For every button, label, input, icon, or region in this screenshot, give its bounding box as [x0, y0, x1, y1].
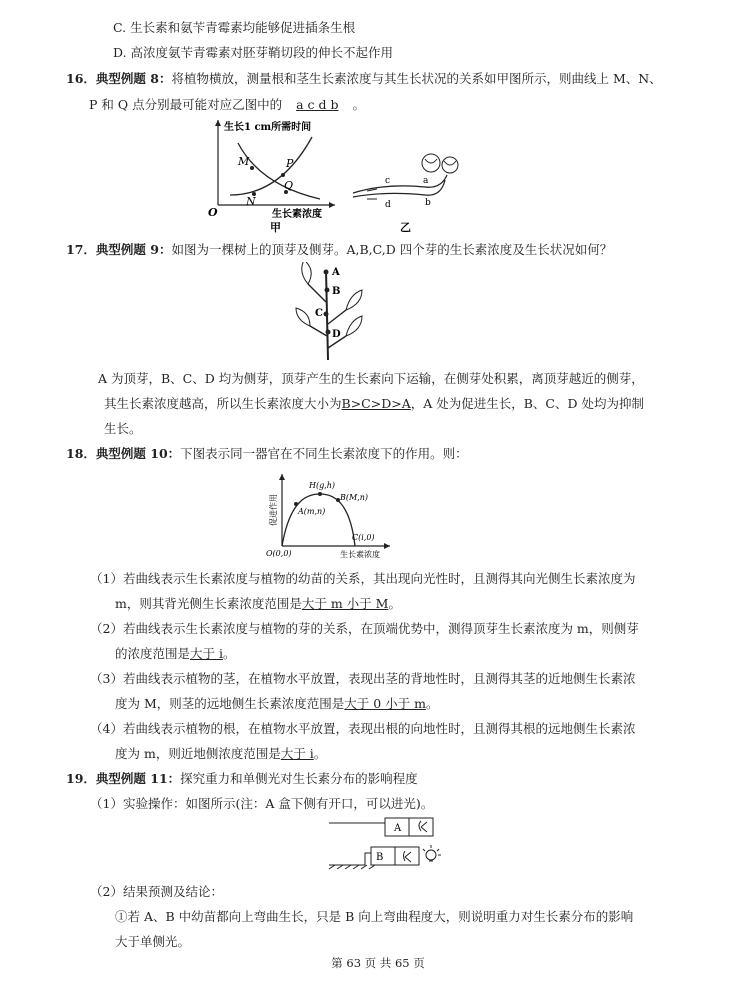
jia-label-p: P [286, 157, 294, 170]
q19-r1a: ①若 A、B 中幼苗都向上弯曲生长，只是 B 向上弯曲程度大，则说明重力对生长素分布的影响 [115, 909, 634, 924]
tree-leaf-3 [296, 308, 310, 326]
yi-stem-lower [353, 180, 445, 197]
q16-answer: a c d b [296, 97, 339, 112]
q19-text: 探究重力和单侧光对生长素分布的影响程度 [180, 771, 418, 786]
yi-label-b: b [425, 198, 431, 208]
q17-ans2 [104, 395, 644, 413]
q19-number: 19． [66, 771, 96, 786]
tree-leaf-1 [302, 262, 311, 284]
q17-figure-tree [288, 262, 368, 362]
bud-a [324, 270, 329, 275]
q18-p3c: 。 [426, 696, 439, 711]
bud-c [324, 312, 329, 317]
q16-text1: 将植物横放，测量根和茎生长素浓度与其生长状况的关系如甲图所示，则曲线上 M、N、 [171, 71, 662, 86]
q17-ans1: A 为顶芽，B、C、D 均为侧芽，顶芽产生的生长素向下运输，在侧芽处积累，离顶芽越近的侧芽， [98, 371, 644, 386]
q18-p1-answer: 大于 m 小于 M [301, 596, 389, 611]
box-a-label: A [394, 823, 402, 834]
q18-p2b [115, 645, 236, 663]
q18-label-c: C(i,0) [352, 533, 375, 542]
jia-ylabel: 生长1 cm所需时间 [224, 122, 312, 133]
yi-label-c: c [385, 176, 391, 186]
q18-p4-answer: 大于 i [280, 746, 314, 761]
option-c: C. 生长素和氨苄青霉素均能够促进插条生根 [113, 20, 356, 35]
jia-label-q: Q [284, 179, 294, 192]
q18-p1c: 。 [388, 596, 401, 611]
bud-label-a: A [332, 267, 340, 278]
q18-point-h [318, 492, 322, 496]
q18-label: 典型例题 10： [95, 446, 181, 461]
q18-p4b-text: 度为 m，则近地侧浓度范围是 [115, 746, 281, 761]
yi-label-d: d [385, 200, 391, 210]
q18-point-a [294, 502, 298, 506]
q16-figure-jia [200, 115, 340, 235]
q18-label-a: A(m,n) [298, 507, 326, 516]
yi-caption: 乙 [400, 221, 411, 234]
q17-text: 如图为一棵树上的顶芽及侧芽。A,B,C,D 四个芽的生长素浓度及生长状况如何？ [171, 242, 613, 257]
jia-label-m: M [238, 155, 250, 168]
q18-p4c: 。 [313, 746, 327, 761]
q18-text: 下图表示同一器官在不同生长素浓度下的作用。则： [180, 446, 468, 461]
jia-point-p [281, 173, 285, 177]
jia-caption: 甲 [270, 221, 281, 234]
q18-p4b [115, 745, 326, 763]
q18-y-arrow [279, 474, 285, 480]
option-d: D. 高浓度氨苄青霉素对胚芽鞘切段的伸长不起作用 [113, 45, 394, 60]
q18-p2a: （2）若曲线表示生长素浓度与植物的芽的关系，在顶端优势中，测得顶芽生长素浓度为 m，则侧芽 [90, 621, 639, 636]
q18-label-b: B(M,n) [340, 493, 369, 502]
q18-p3b [115, 695, 439, 713]
q18-p3-answer: 大于 0 小于 m [344, 696, 427, 711]
bud-d [326, 330, 331, 335]
q18-p2b-text: 的浓度范围是 [115, 646, 191, 661]
box-b-label: B [376, 852, 384, 863]
jia-point-m [250, 166, 254, 170]
page-footer: 第 63 页 共 65 页 [331, 956, 425, 970]
jia-x-arrow [329, 202, 335, 208]
q18-p3b-text: 度为 M，则茎的远地侧生长素浓度范围是 [115, 696, 345, 711]
base-hatch [329, 865, 375, 869]
q18-ylabel: 促进作用 [269, 494, 278, 526]
q18-xlabel: 生长素浓度 [340, 550, 380, 559]
q18-label-o: O(0,0) [266, 549, 292, 558]
q16-figure-yi [345, 145, 470, 235]
q19-label: 典型例题 11： [95, 771, 181, 786]
q18-p1b [115, 595, 401, 613]
q17-ans2-answer: B>C>D>A [341, 396, 411, 411]
q18-line1 [66, 445, 468, 463]
light-bulb-icon [426, 850, 436, 860]
q16-number: 16． [66, 71, 96, 86]
q17-label: 典型例题 9： [95, 242, 172, 257]
q17-ans2-a: 其生长素浓度越高，所以生长素浓度大小为 [104, 396, 342, 411]
q16-text2: P 和 Q 点分别最可能对应乙图中的 [89, 97, 283, 112]
q18-figure-curve [262, 470, 392, 562]
q18-p3a: （3）若曲线表示植物的茎，在植物水平放置，表现出茎的背地性时，且测得其茎的近地侧生长素浓 [90, 671, 636, 686]
q19-line1 [66, 770, 418, 788]
q19-figure-boxes [325, 815, 445, 873]
jia-label-n: N [246, 195, 256, 208]
q18-p1a: （1）若曲线表示生长素浓度与植物的幼苗的关系，其出现向光性时，且测得其向光侧生长素浓度为 [90, 571, 636, 586]
q17-ans2-b: ，A 处为促进生长，B、C、D 处均为抑制 [410, 396, 644, 411]
yi-label-a: a [423, 176, 429, 186]
q17-number: 17． [66, 242, 96, 257]
q16-line1 [66, 70, 662, 88]
bud-b [325, 288, 330, 293]
bud-label-d: D [332, 329, 341, 340]
q19-p1: （1）实验操作：如图所示(注：A 盒下侧有开口，可以进光)。 [90, 796, 434, 811]
light-rays [423, 845, 441, 861]
q17-ans3: 生长。 [104, 421, 142, 436]
bud-label-c: C [315, 308, 323, 319]
yi-leaf-veins [425, 159, 456, 165]
yi-stem-upper [353, 175, 447, 193]
q17-line1 [66, 241, 612, 259]
jia-origin: O [208, 206, 218, 219]
q18-label-h: H(g,h) [309, 481, 336, 490]
q18-p1b-text: m，则其背光侧生长素浓度范围是 [115, 596, 302, 611]
q16-end: 。 [352, 97, 365, 112]
q18-x-arrow [384, 543, 390, 549]
jia-curve-root [238, 143, 320, 199]
q18-p2c: 。 [223, 646, 236, 661]
q18-number: 18． [66, 446, 96, 461]
jia-xlabel: 生长素浓度 [272, 209, 322, 220]
q18-p2-answer: 大于 i [190, 646, 223, 661]
q16-label: 典型例题 8： [95, 71, 172, 86]
q18-p4a: （4）若曲线表示植物的根，在植物水平放置，表现出根的向地性时，且测得其根的远地侧生长素浓 [90, 721, 636, 736]
tree-leaf-2 [346, 290, 362, 310]
jia-y-arrow [215, 120, 221, 126]
q19-r1b: 大于单侧光。 [115, 934, 191, 949]
tree-leaf-4 [346, 316, 362, 336]
q16-line2 [89, 96, 365, 114]
bud-label-b: B [332, 286, 341, 297]
q19-p2: （2）结果预测及结论： [90, 884, 223, 899]
